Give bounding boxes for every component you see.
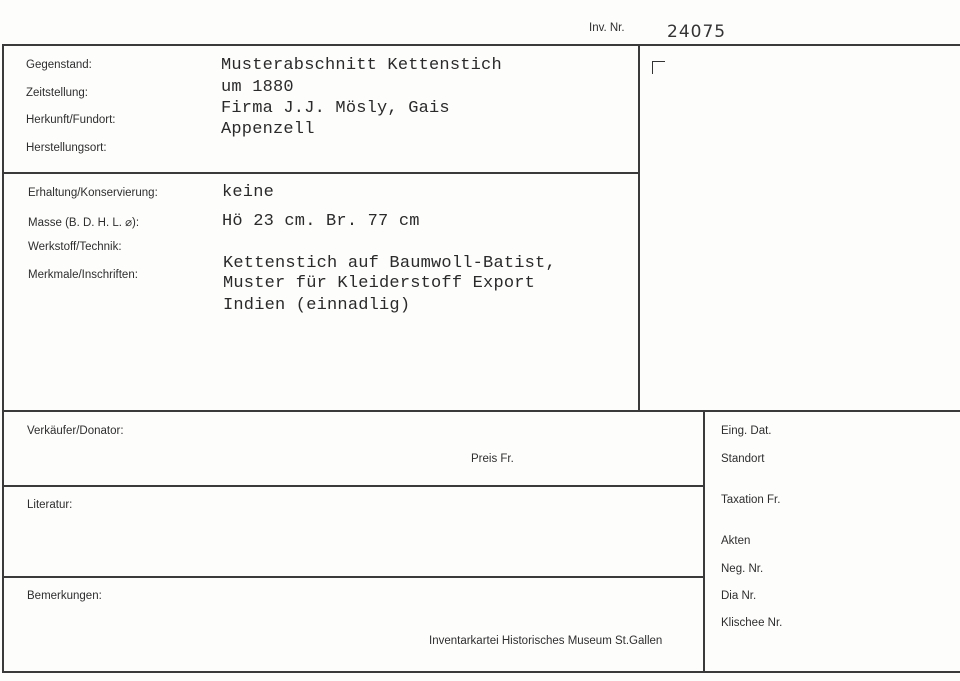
footer-museum: Inventarkartei Historisches Museum St.Gallen bbox=[429, 635, 663, 647]
left-border bbox=[2, 44, 4, 672]
label-werkstoff: Werkstoff/Technik: bbox=[28, 241, 122, 253]
side-label-dia-nr: Dia Nr. bbox=[721, 590, 757, 602]
value-herstellungsort: Appenzell bbox=[221, 120, 315, 139]
value-masse: Hö 23 cm. Br. 77 cm bbox=[222, 212, 420, 231]
inv-nr-value: 24075 bbox=[667, 22, 727, 42]
value-gegenstand: Musterabschnitt Kettenstich bbox=[221, 56, 502, 75]
side-label-standort: Standort bbox=[721, 453, 765, 465]
value-technik-line3: Indien (einnadlig) bbox=[223, 296, 411, 315]
side-label-taxation: Taxation Fr. bbox=[721, 494, 781, 506]
value-technik-line2: Muster für Kleiderstoff Export bbox=[223, 274, 536, 293]
label-gegenstand: Gegenstand: bbox=[26, 59, 92, 71]
seller-rule bbox=[2, 485, 704, 487]
side-vertical-rule bbox=[703, 410, 705, 672]
bottom-rule bbox=[2, 671, 960, 673]
label-bemerkungen: Bemerkungen: bbox=[27, 590, 102, 602]
corner-mark-icon bbox=[652, 61, 665, 74]
value-herkunft: Firma J.J. Mösly, Gais bbox=[221, 99, 450, 118]
section2-rule bbox=[2, 410, 960, 412]
label-masse: Masse (B. D. H. L. ⌀): bbox=[28, 217, 140, 229]
inv-nr-label: Inv. Nr. bbox=[589, 22, 625, 34]
side-label-neg-nr: Neg. Nr. bbox=[721, 563, 764, 575]
mid-vertical-rule bbox=[638, 44, 640, 411]
side-label-klischee-nr: Klischee Nr. bbox=[721, 617, 783, 629]
value-technik-line1: Kettenstich auf Baumwoll-Batist, bbox=[223, 254, 556, 273]
section1-rule bbox=[2, 172, 639, 174]
literature-rule bbox=[2, 576, 704, 578]
value-erhaltung: keine bbox=[222, 183, 275, 202]
label-merkmale: Merkmale/Inschriften: bbox=[28, 269, 138, 281]
side-label-akten: Akten bbox=[721, 535, 751, 547]
top-rule bbox=[2, 44, 960, 46]
label-zeitstellung: Zeitstellung: bbox=[26, 87, 89, 99]
label-erhaltung: Erhaltung/Konservierung: bbox=[28, 187, 158, 199]
label-herstellungsort: Herstellungsort: bbox=[26, 142, 107, 154]
label-herkunft: Herkunft/Fundort: bbox=[26, 114, 116, 126]
label-preis: Preis Fr. bbox=[471, 453, 514, 465]
label-literatur: Literatur: bbox=[27, 499, 73, 511]
label-verkaeufer: Verkäufer/Donator: bbox=[27, 425, 124, 437]
side-label-eing-dat: Eing. Dat. bbox=[721, 425, 772, 437]
value-zeitstellung: um 1880 bbox=[221, 78, 294, 97]
